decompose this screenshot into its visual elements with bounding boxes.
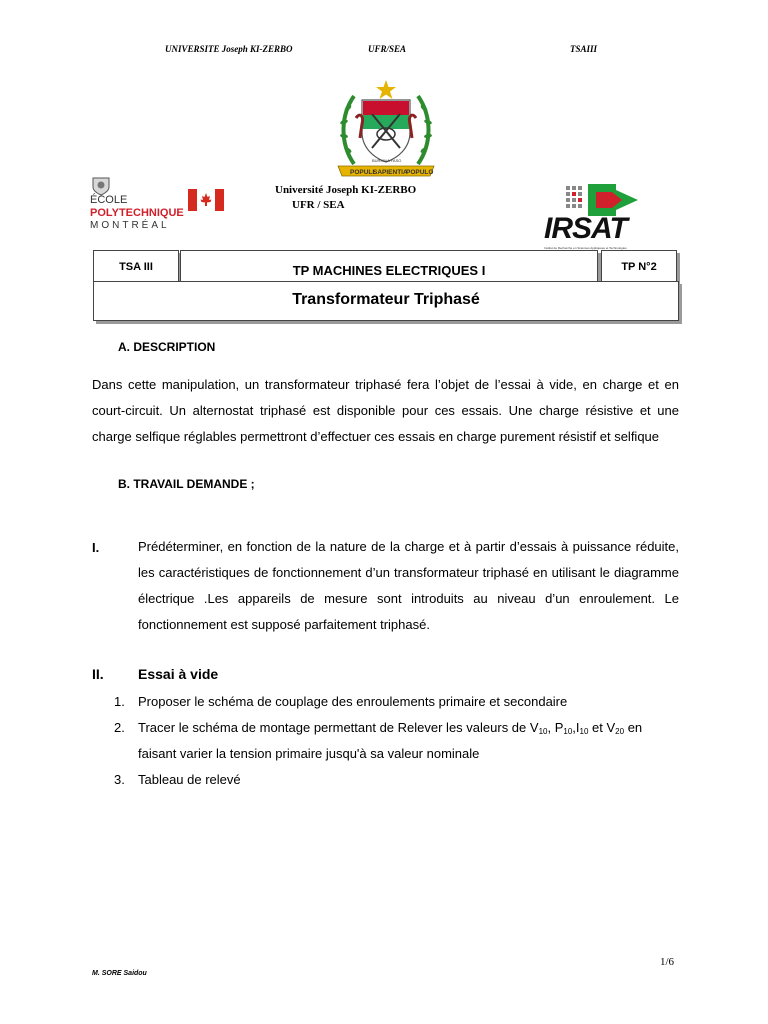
ecole-line1: ÉCOLE	[90, 194, 128, 206]
course-box	[180, 250, 598, 284]
subscript-v20: 20	[615, 727, 625, 736]
ecole-polytechnique-logo	[80, 176, 184, 234]
list-item: Tableau de relevé	[138, 772, 241, 787]
subscript-i10: 10	[579, 727, 589, 736]
section-a-heading: A. DESCRIPTION	[118, 340, 216, 354]
canada-flag-icon	[188, 189, 224, 211]
page-number: 1/6	[660, 956, 675, 968]
header-level: TSAIII	[570, 44, 598, 54]
emblem-country: BURKINA FASO	[372, 158, 402, 163]
irsat-wordmark: IRSAT	[544, 212, 627, 245]
tp-number: TP N°2	[621, 261, 657, 273]
ecole-line3: MONTRÉAL	[90, 220, 170, 231]
center-university: Université Joseph KI-ZERBO	[275, 184, 417, 196]
list-item	[138, 715, 679, 767]
section-a-paragraph: Dans cette manipulation, un transformateur triphasé fera l’objet de l’essai à vide, en charge et en court-circuit. Un alternostat triphasé est disponible pour ces essais. Une charge résistive et une charge selfique réglables permettront d’effectuer ces essais en charge purement résistif et selfique	[92, 377, 679, 444]
section-b-heading: B. TRAVAIL DEMANDE ;	[118, 477, 255, 491]
part-2-title: Essai à vide	[138, 666, 219, 682]
list-item-text-a: Tracer le schéma de montage permettant de Relever les valeurs de V	[138, 720, 539, 735]
subscript-p10: 10	[563, 727, 573, 736]
list-item-number: 3.	[114, 772, 125, 787]
part-1-text: Prédéterminer, en fonction de la nature de la charge et à partir d’essais à puissance réduite, les caractéristiques de fonctionnement d’un transformateur triphasé en utilisant le diagramme électrique .Les appareils de mesure sont introduits au niveau d’un enroulement. Le fonctionnement est supposé parfaitement triphasé.	[138, 539, 679, 632]
burkina-emblem	[332, 78, 440, 180]
list-item-number: 1.	[114, 694, 125, 709]
list-item-text-e: en faisant varier la tension primaire jusqu'à sa valeur nominale	[138, 720, 643, 761]
tp-number-box	[601, 250, 677, 284]
main-title-box	[93, 281, 679, 321]
emblem-motto-center: SAPIENTIA	[373, 169, 408, 176]
header-university: UNIVERSITE Joseph KI-ZERBO	[165, 44, 293, 54]
tsa-tag: TSA III	[119, 261, 153, 273]
tsa-tag-box	[93, 250, 179, 284]
center-ufr: UFR / SEA	[292, 199, 345, 211]
irsat-subtitle: Institut de Recherche en Sciences Appliquées et Technologies	[544, 246, 627, 250]
header-ufr: UFR/SEA	[368, 44, 407, 54]
emblem-motto-left: POPULI	[350, 169, 375, 176]
footer-author: M. SORE Saidou	[92, 970, 147, 977]
part-1-numeral: I.	[92, 540, 100, 555]
crest-icon	[90, 176, 112, 196]
list-item-text-b: , P	[547, 720, 564, 735]
course-title: TP MACHINES ELECTRIQUES I	[292, 263, 486, 278]
list-item-text-c: ,I	[572, 720, 580, 735]
subscript-v10: 10	[538, 727, 548, 736]
part-2-numeral: II.	[92, 666, 104, 682]
main-title: Transformateur Triphasé	[292, 291, 480, 308]
ecole-line2: POLYTECHNIQUE	[90, 207, 184, 219]
list-item-number: 2.	[114, 720, 125, 735]
list-item-text-d: et V	[588, 720, 616, 735]
emblem-motto-right: POPULO	[406, 169, 434, 176]
irsat-logo	[544, 182, 648, 252]
list-item: Proposer le schéma de couplage des enroulements primaire et secondaire	[138, 694, 568, 709]
